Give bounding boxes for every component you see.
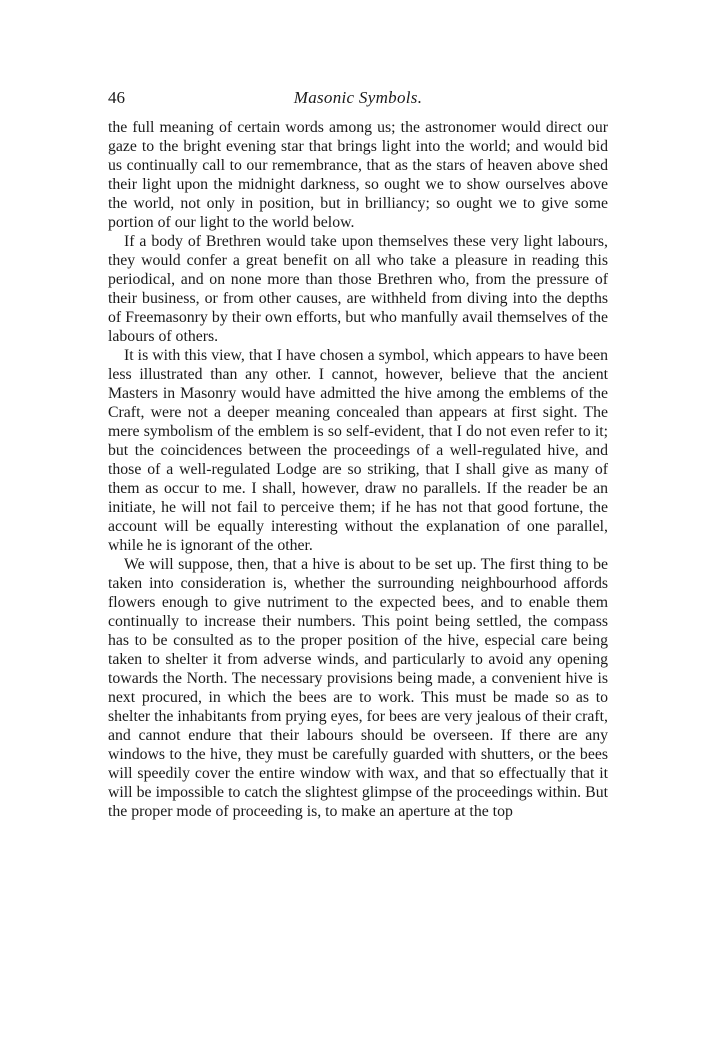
paragraph: We will suppose, then, that a hive is about to be set up. The first thing to be taken into consideration is, whether the surrounding neighbourhood affords flowers enough to give nutriment to the expected bees, and to enable them continually to increase their numbers. This point being settled, the compass has to be consulted as to the proper position of the hive, especial care being taken to shelter it from adverse winds, and particularly to avoid any opening towards the North. The necessary provisions being made, a convenient hive is next procured, in which the bees are to work. This must be made so as to shelter the inhabitants from prying eyes, for bees are very jealous of their craft, and cannot endure that their labours should be overseen. If there are any windows to the hive, they must be carefully guarded with shutters, or the bees will speedily cover the entire window with wax, and that so effectually that it will be impossible to catch the slightest glimpse of the proceedings within. But the proper mode of proceeding is, to make an aperture at the top bbox=[108, 556, 608, 820]
body-text bbox=[108, 118, 608, 821]
page-number: 46 bbox=[108, 88, 125, 107]
page-header bbox=[108, 88, 608, 112]
paragraph-continued: the full meaning of certain words among us; the astronomer would direct our gaze to the bright evening star that brings light into the world; and would bid us continually call to our remembrance, that as the stars of heaven above shed their light upon the midnight darkness, so ought we to show ourselves above the world, not only in position, but in brilliancy; so ought we to give some portion of our light to the world below. bbox=[108, 119, 608, 231]
book-page bbox=[108, 88, 608, 821]
running-title: Masonic Symbols. bbox=[293, 88, 423, 107]
paragraph: If a body of Brethren would take upon themselves these very light labours, they would confer a great benefit on all who take a pleasure in reading this periodical, and on none more than those Brethren who, from the pressure of their business, or from other causes, are withheld from diving into the depths of Freemasonry by their own efforts, but who manfully avail themselves of the labours of others. bbox=[108, 233, 608, 345]
paragraph: It is with this view, that I have chosen a symbol, which appears to have been less illustrated than any other. I cannot, however, believe that the ancient Masters in Masonry would have admitted the hive among the emblems of the Craft, were not a deeper meaning concealed than appears at first sight. The mere symbolism of the emblem is so self-evident, that I do not even refer to it; but the coincidences between the proceedings of a well-regulated hive, and those of a well-regulated Lodge are so striking, that I shall give as many of them as occur to me. I shall, however, draw no parallels. If the reader be an initiate, he will not fail to perceive them; if he has not that good fortune, the account will be equally interesting without the explanation of one parallel, while he is ignorant of the other. bbox=[108, 347, 608, 554]
